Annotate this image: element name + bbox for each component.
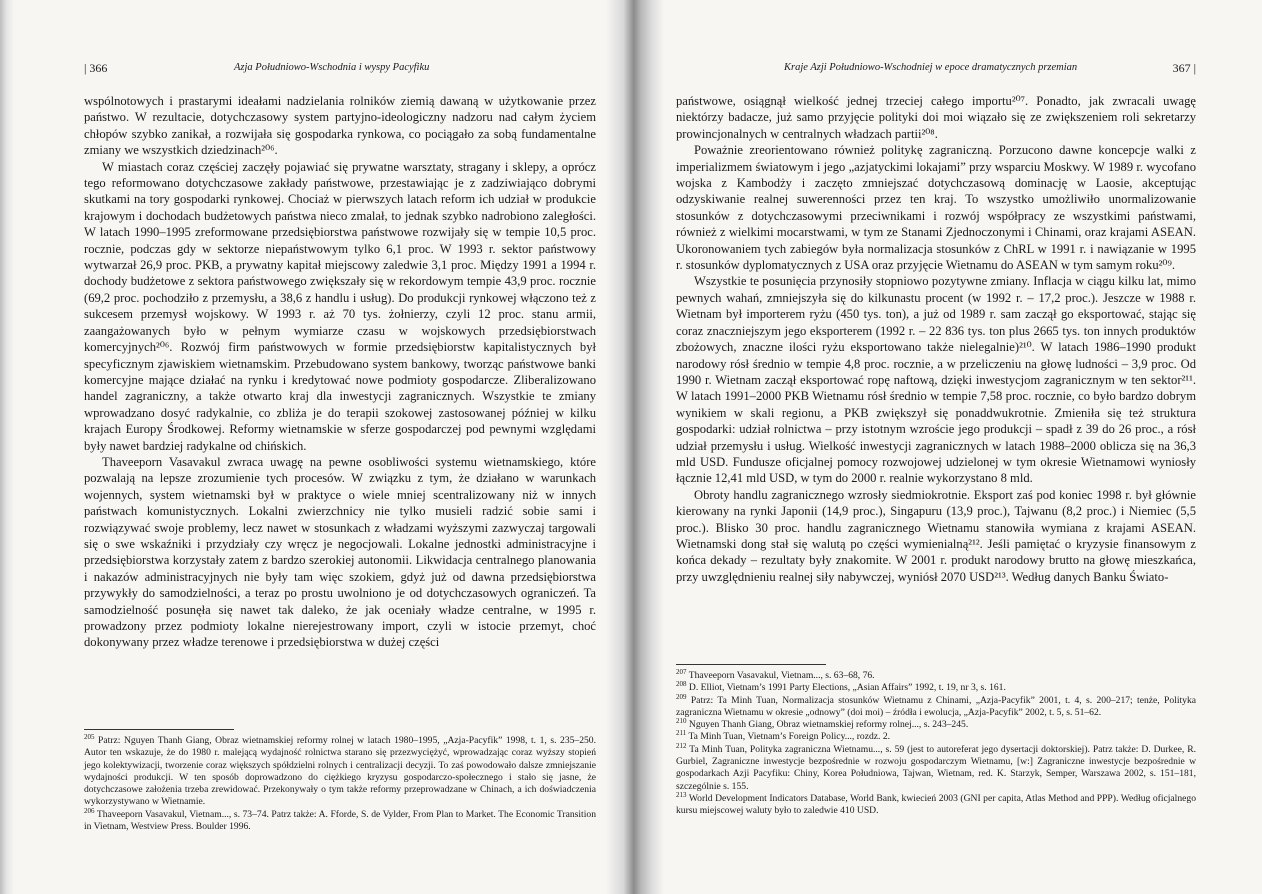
footnote-divider (84, 729, 234, 730)
running-title: Azja Południowo-Wschodnia i wyspy Pacyfiku (234, 62, 430, 73)
footnote (676, 731, 1196, 743)
right-page (676, 0, 1196, 894)
footnote (84, 732, 596, 809)
paragraph: Poważnie zreorientowano również politykę zagraniczną. Porzucono dawne koncepcje walki z imperializmem światowym i jego „azjatyckimi lokajami” przy wsparciu Moskwy. W 1989 r. wycofano wojska z Kambodży i zaczęto zmniejszać dotychczasową dominację w Laosie, akceptując odzyskiwanie realnej suwerenności przez ten kraj. To wszystko umożliwiło unormalizowanie stosunków z dotychczasowymi przeciwnikami i rozwój współpracy ze wszystkimi państwami, również z wielkimi mocarstwami, w tym ze Stanami Zjednoczonymi i Chinami, oraz krajami ASEAN. Ukoronowaniem tych zabiegów była normalizacja stosunków z ChRL w 1991 r. i nawiązanie w 1995 r. stosunków dyplomatycznych z USA oraz przyjęcie Wietnamu do ASEAN w tym samym roku²⁰⁹. (676, 143, 1196, 273)
footnote-number: 206 (84, 806, 95, 815)
footnote-number: 209 (676, 692, 687, 701)
footnote-text: D. Elliot, Vietnam’s 1991 Party Elections, „Asian Affairs” 1992, t. 19, nr 3, s. 161. (688, 682, 1006, 694)
page-number: | 366 (84, 61, 108, 75)
footnote-number: 213 (676, 790, 687, 799)
footnote (676, 667, 1196, 682)
right-footnotes (676, 667, 1196, 818)
footnote-number: 207 (676, 667, 687, 676)
footnote (84, 806, 596, 834)
right-body-text (676, 93, 1196, 585)
footnote-number: 210 (676, 717, 687, 725)
footnote-text: Nguyen Thanh Giang, Obraz wietnamskiej reformy rolnej..., s. 243–245. (688, 719, 969, 731)
footnote-number: 211 (676, 729, 687, 738)
footnote-number: 208 (676, 680, 687, 689)
footnote (676, 741, 1196, 793)
footnote-text: Thaveeporn Vasavakul, Vietnam..., s. 73–74. Patrz także: A. Fforde, S. de Vylder, From Plan to Market. The Economic Transition in Vietnam, Westview Press. Boulder 1996. (84, 808, 596, 833)
paragraph: Obroty handlu zagranicznego wzrosły siedmiokrotnie. Eksport zaś pod koniec 1998 r. był głównie kierowany na rynki Japonii (14,9 proc.), Singapuru (13,9 proc.), Tajwanu (8,2 proc.) i Niemiec (5,5 proc.). Blisko 30 proc. handlu zagranicznego Wietnamu stanowiła wymiana z krajami ASEAN. Wietnamski dong stał się walutą po części wymienialną²¹². Jeśli pamiętać o kryzysie finansowym z końca dekady – rezultaty były znakomite. W 2001 r. produkt narodowy brutto na głowę mieszkańca, przy uwzględnieniu realnej siły nabywczej, wyniósł 2070 USD²¹³. Według danych Banku Świato- (676, 487, 1196, 584)
page-number: 367 | (1172, 61, 1196, 75)
book-gutter (606, 0, 664, 894)
left-running-head (84, 60, 596, 76)
footnote (676, 719, 1196, 731)
left-body-text (84, 93, 596, 651)
footnote-divider (676, 664, 826, 665)
footnote (676, 790, 1196, 818)
footnote-text: Patrz: Nguyen Thanh Giang, Obraz wietnamskiej reformy rolnej w latach 1980–1995, „Azja-Pacyfik” 1998, t. 1, s. 235–250. Autor ten wskazuje, że do 1980 r. malejącą wydajność rolnictwa starano się przezwyciężyć, wprowadzając coraz wyższy stopień jego kolektywizacji, tworzenie coraz większych spółdzielni rolnych i centralizacji decyzji. To zaś powodowało dalsze zmniejszanie wydajności produkcji. W ten sposób doprowadzono do ciężkiego kryzysu gospodarczo-społecznego i stało się jasne, że dotychczasowe założenia trzeba zrewidować. Przekonywały o tym także reformy przeprowadzane w Chinach, a ich doświadczenia wykorzystywano w Wietnamie. (84, 735, 596, 808)
running-title: Kraje Azji Południowo-Wschodniej w epoce dramatycznych przemian (784, 62, 1078, 73)
footnote (676, 692, 1196, 720)
footnote-text: World Development Indicators Database, World Bank, kwiecień 2003 (GNI per capita, Atlas Method and PPP). Według oficjalnego kursu miejscowej waluty było to zaledwie 410 USD. (676, 792, 1196, 817)
paragraph: państwowe, osiągnął wielkość jednej trzeciej całego importu²⁰⁷. Ponadto, jak zwracali uwagę niektórzy badacze, już samo przyjęcie polityki doi moi wiązało się ze zwiększeniem roli sekretarzy prowincjonalnych w centralnych władzach partii²⁰⁸. (676, 94, 1196, 141)
footnote-text: Ta Minh Tuan, Vietnam’s Foreign Policy..., rozdz. 2. (688, 731, 891, 743)
footnote-number: 205 (84, 732, 95, 741)
footnote (676, 682, 1196, 694)
right-running-head (676, 60, 1196, 76)
paragraph: W miastach coraz częściej zaczęły pojawiać się prywatne warsztaty, stragany i sklepy, a oprócz tego reformowano dotychczasowe zakłady państwowe, przestawiając je z zadziwiająco dobrymi skutkami na tory gospodarki rynkowej. Chociaż w pierwszych latach reform ich udział w produkcie krajowym i dochodach budżetowych państwa nieco zmalał, to jednak szybko nadrobiono zaległości. W latach 1990–1995 zreformowane przedsiębiorstwa państwowe rozwijały się w tempie 10,5 proc. rocznie, podczas gdy w sektorze niepaństwowym tylko 6,1 proc. W 1993 r. sektor państwowy wytwarzał 26,9 proc. PKB, a prywatny kapitał miejscowy zaledwie 3,1 proc. Między 1991 a 1994 r. dochody budżetowe z sektora państwowego zwiększały się w rekordowym tempie 43,9 proc. rocznie (69,2 proc. pochodziło z przemysłu, a 38,6 z handlu i usług). Do produkcji rynkowej włączono też z sukcesem przemysł wojskowy. W 1993 r. aż 70 tys. żołnierzy, czyli 12 proc. stanu armii, zaangażowanych było w pełnym wymiarze czasu w wojskowych przedsiębiorstwach komercyjnych²⁰⁶. Rozwój firm państwowych w formie przedsiębiorstw kapitalistycznych był specyficznym zjawiskiem wietnamskim. Przebudowano system bankowy, tworząc państwowe banki komercyjne mające działać na rynku i kredytować nowe podmioty gospodarcze. Zliberalizowano handel zagraniczny, a także otwarto kraj dla inwestycji zagranicznych. Wszystkie te zmiany wprowadzano dosyć radykalnie, co zbliża je do terapii szokowej zastosowanej później w kilku krajach Europy Środkowej. Reformy wietnamskie w sferze gospodarczej pod pewnymi względami były nawet bardziej radykalne od chińskich. (84, 159, 596, 453)
left-page (84, 0, 596, 894)
paragraph: wspólnotowych i prastarymi ideałami nadzielania rolników ziemią dawaną w użytkowanie przez państwo. W rezultacie, dotychczasowy system partyjno-ideologiczny nadzoru nad całym życiem chłopów szybko zanikał, a rozwijała się gospodarka rynkowa, co pociągało za sobą fundamentalne zmiany we wszystkich dziedzinach²⁰⁶. (84, 94, 596, 158)
footnote-number: 212 (676, 741, 687, 750)
left-footnotes (84, 732, 596, 833)
footnote-text: Ta Minh Tuan, Polityka zagraniczna Wietnamu..., s. 59 (jest to autoreferat jego dysertacji doktorskiej). Patrz także: D. Durkee, R. Gurbiel, Zagraniczne inwestycje bezpośrednie w rozwoju gospodarczym Wietnamu, [w:] Zagraniczne inwestycje bezpośrednie w gospodarkach Azji Pacyfiku: Chiny, Korea Południowa, Tajwan, Wietnam, red. K. Starzyk, Semper, Warszawa 2002, s. 151–181, szczególnie s. 155. (676, 743, 1196, 792)
paragraph: Wszystkie te posunięcia przynosiły stopniowo pozytywne zmiany. Inflacja w ciągu kilku lat, mimo pewnych wahań, zmniejszyła się do kilkunastu procent (w 1992 r. – 17,2 proc.). Jeszcze w 1988 r. Wietnam był importerem ryżu (450 tys. ton), a już od 1989 r. sam zaczął go eksportować, stając się coraz znaczniejszym jego eksporterem (1992 r. – 22 836 tys. ton plus 2665 tys. ton innych produktów zbożowych, znaczne ilości ryżu eksportowano także nielegalnie)²¹⁰. W latach 1986–1990 produkt narodowy rósł średnio w tempie 4,8 proc. rocznie, a w przeliczeniu na głowę ludności – 3,9 proc. Od 1990 r. Wietnam zaczął eksportować ropę naftową, dzięki inwestycjom zagranicznym w ten sektor²¹¹. W latach 1991–2000 PKB Wietnamu rósł średnio w tempie 7,58 proc. rocznie, co było bardzo dobrym wynikiem w skali regionu, a PKB zwiększył się ponaddwukrotnie. Zmieniła się też struktura gospodarki: udział rolnictwa – przy istotnym wzroście jego produkcji – spadł z 39 do 26 proc., a rósł udział przemysłu i usług. Wielkość inwestycji zagranicznych w latach 1988–2000 oblicza się na 36,3 mld USD. Fundusze oficjalnej pomocy rozwojowej udzielonej w tym okresie Wietnamowi wyniosły łącznie 12,41 mld USD, w tym do 2000 r. realnie wykorzystano 8 mld. (676, 274, 1196, 486)
paragraph: Thaveeporn Vasavakul zwraca uwagę na pewne osobliwości systemu wietnamskiego, które pozwalają na lepsze zrozumienie tych procesów. W związku z tym, że działano w warunkach wojennych, system wietnamski był w praktyce o wiele mniej scentralizowany niż w innych państwach komunistycznych. Lokalni zwierzchnicy nie tylko musieli radzić sobie sami i rozwiązywać swoje problemy, lecz nawet w stosunkach z władzami wyższymi zazwyczaj targowali się o swe wskaźniki i przydziały czy wręcz je negocjowali. Lokalne jednostki administracyjne i przedsiębiorstwa korzystały zatem z bardzo szerokiej autonomii. Likwidacja centralnego planowania i nakazów administracyjnych nie były tam więc szokiem, gdyż już od dawna przedsiębiorstwa przywykły do samodzielności, a teraz po prostu uwolniono je od dotychczasowych ograniczeń. Ta samodzielność posunęła się nawet tak daleko, że jak oceniały władze centralne, w 1995 r. prowadzony przez podmioty lokalne nierejestrowany import, czyli w istocie przemyt, choć dokonywany przez władze terenowe i przedsiębiorstwa w dużej części (84, 454, 596, 650)
footnote-text: Patrz: Ta Minh Tuan, Normalizacja stosunków Wietnamu z Chinami, „Azja-Pacyfik” 2001, t. 4, s. 200–217; tenże, Polityka zagraniczna Wietnamu w okresie „odnowy” (doi moi) – źródła i ewolucja, „Azja-Pacyfik” 2002, t. 5, s. 51–62. (676, 694, 1196, 718)
page-edge-shadow (0, 0, 14, 894)
footnote-text: Thaveeporn Vasavakul, Vietnam..., s. 63–68, 76. (688, 670, 875, 681)
